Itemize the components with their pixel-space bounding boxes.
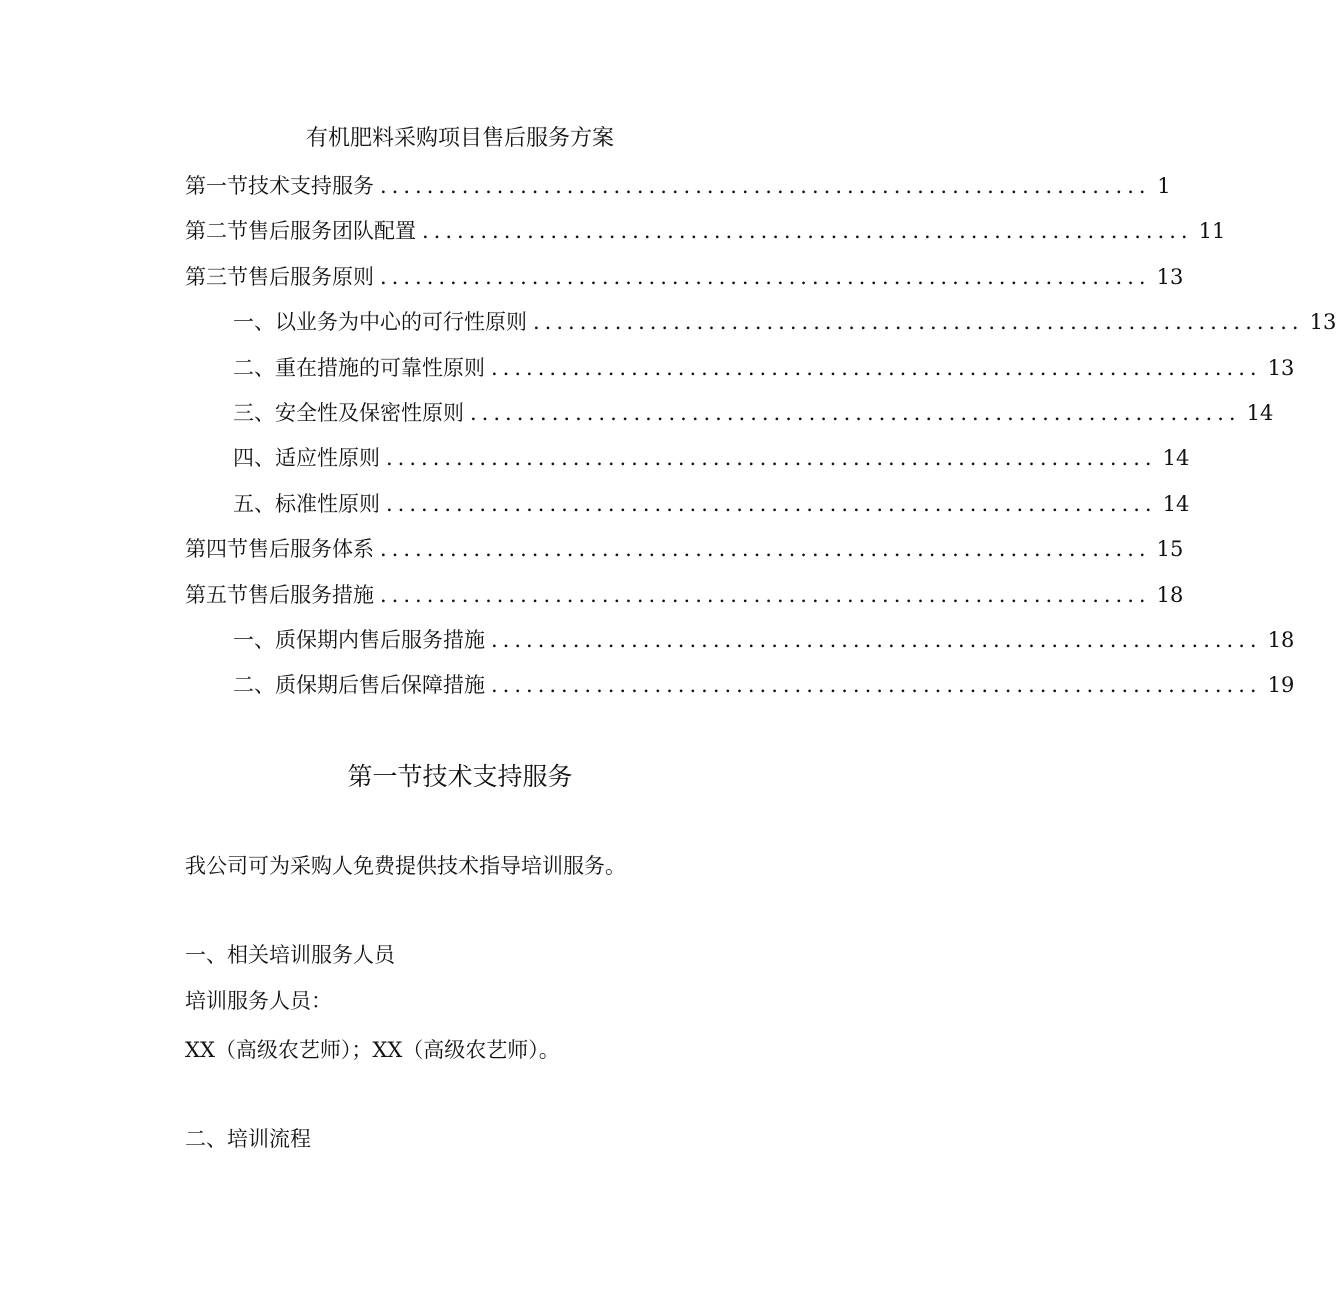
toc-subentry[interactable]: [185, 395, 1274, 440]
toc-dot-leader: ..................................................................: [380, 174, 1151, 198]
section-heading: 第一节技术支持服务: [347, 762, 573, 791]
toc-dot-leader: ..................................................................: [491, 673, 1262, 698]
toc-page-number: 13: [1156, 264, 1184, 289]
toc-page-number: 11: [1198, 219, 1226, 244]
toc-dot-leader: ..................................................................: [380, 264, 1151, 289]
toc-entry-label: 五、标准性原则: [233, 491, 380, 516]
subsection-heading-process: 二、培训流程: [185, 1127, 311, 1151]
toc-dot-leader: ..................................................................: [380, 537, 1151, 562]
toc-dot-leader: ..................................................................: [470, 400, 1241, 425]
toc-dot-leader: ..................................................................: [386, 491, 1157, 516]
toc-entry-label: 第五节售后服务措施: [185, 582, 374, 607]
subsection-heading-staff: 一、相关培训服务人员: [185, 943, 395, 967]
toc-entry-label: 二、质保期后售后保障措施: [233, 673, 485, 698]
toc-page-number: 13: [1309, 310, 1336, 335]
toc-entry-label: 一、以业务为中心的可行性原则: [233, 310, 527, 335]
toc-subentry[interactable]: [185, 622, 1295, 667]
toc-subentry[interactable]: [185, 440, 1190, 485]
toc-dot-leader: ..................................................................: [380, 582, 1151, 607]
toc-page-number: 13: [1267, 355, 1295, 380]
toc-entry[interactable]: [185, 213, 1226, 258]
toc-subentry[interactable]: [185, 350, 1295, 395]
toc-entry[interactable]: [185, 259, 1184, 304]
toc-dot-leader: ..................................................................: [422, 219, 1193, 244]
toc-subentry[interactable]: [185, 667, 1295, 712]
toc-entry-label: 一、质保期内售后服务措施: [233, 627, 485, 652]
toc-entry-label: 第一节技术支持服务: [185, 174, 374, 198]
toc-entry[interactable]: [185, 577, 1184, 622]
toc-dot-leader: ..................................................................: [386, 446, 1157, 471]
toc-page-number: 1: [1157, 174, 1171, 198]
toc-page-number: 15: [1156, 537, 1184, 562]
toc-dot-leader: ..................................................................: [533, 310, 1304, 335]
toc-entry-label: 二、重在措施的可靠性原则: [233, 355, 485, 380]
toc-page-number: 14: [1246, 400, 1274, 425]
toc-page-number: 14: [1162, 446, 1190, 471]
toc-entry-label: 三、安全性及保密性原则: [233, 400, 464, 425]
staff-list: XX（高级农艺师）；XX（高级农艺师）。: [185, 1038, 560, 1062]
toc-dot-leader: ..................................................................: [491, 355, 1262, 380]
toc-entry-label: 第四节售后服务体系: [185, 537, 374, 562]
toc-entry-label: 第三节售后服务原则: [185, 264, 374, 289]
document-title: 有机肥料采购项目售后服务方案: [305, 126, 614, 151]
toc-dot-leader: ..................................................................: [491, 627, 1262, 652]
toc-subentry[interactable]: [185, 486, 1190, 531]
toc-entry[interactable]: [185, 531, 1184, 576]
toc-entry-label: 第二节售后服务团队配置: [185, 219, 416, 244]
toc-entry[interactable]: [185, 168, 1171, 213]
toc-subentry[interactable]: [185, 304, 1336, 349]
intro-paragraph: 我公司可为采购人免费提供技术指导培训服务。: [185, 854, 626, 878]
toc-entry-label: 四、适应性原则: [233, 446, 380, 471]
table-of-contents: [185, 168, 1336, 713]
toc-page-number: 18: [1156, 582, 1184, 607]
toc-page-number: 14: [1162, 491, 1190, 516]
staff-label: 培训服务人员：: [185, 989, 332, 1013]
toc-page-number: 18: [1267, 627, 1295, 652]
toc-page-number: 19: [1267, 673, 1295, 698]
